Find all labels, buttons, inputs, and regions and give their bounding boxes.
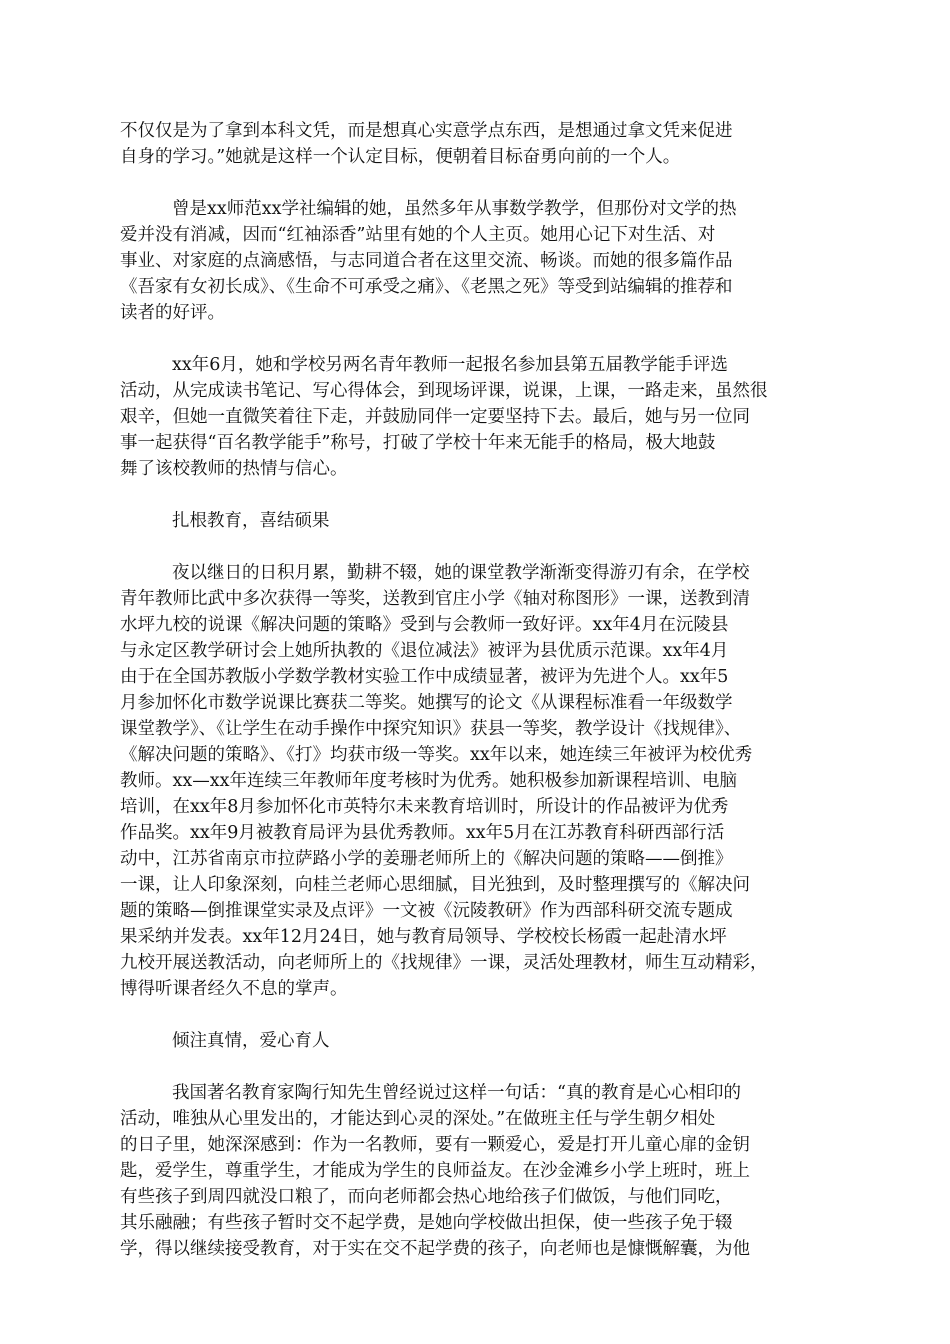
text-line: 其乐融融；有些孩子暂时交不起学费，是她向学校做出担保，使一些孩子免于辍 [120,1213,733,1233]
text-line: 学，得以继续接受教育，对于实在交不起学费的孩子，向老师也是慷慨解囊，为他 [120,1239,750,1259]
text-line: 爱并没有消减，因而“红袖添香”站里有她的个人主页。她用心记下对生活、对 [120,225,716,245]
section-heading-text: 扎根教育，喜结硕果 [172,511,330,531]
text-line: 事业、对家庭的点滴感悟，与志同道合者在这里交流、畅谈。而她的很多篇作品 [120,251,733,271]
text-line: 夜以继日的日积月累，勤耕不辍，她的课堂教学渐渐变得游刃有余，在学校 [172,563,750,583]
paragraph-gap [120,534,820,560]
paragraph-gap [120,482,820,508]
section-heading-text: 倾注真情，爱心育人 [172,1031,330,1051]
text-line: 九校开展送教活动，向老师所上的《找规律》一课，灵活处理教材，师生互动精彩， [120,953,768,973]
text-line: 作品奖。xx年9月被教育局评为县优秀教师。xx年5月在江苏教育科研西部行活 [120,823,725,843]
text-line: 《吾家有女初长成》、《生命不可承受之痛》、《老黑之死》等受到站编辑的推荐和 [120,277,733,297]
text-line: xx年6月，她和学校另两名青年教师一起报名参加县第五届教学能手评选 [172,355,728,375]
text-line: 自身的学习。”她就是这样一个认定目标，便朝着目标奋勇向前的一个人。 [120,147,681,167]
text-line: 培训，在xx年8月参加怀化市英特尔未来教育培训时，所设计的作品被评为优秀 [120,797,729,817]
text-line: 曾是xx师范xx学社编辑的她，虽然多年从事数学教学，但那份对文学的热 [172,199,737,219]
text-line: 我国著名教育家陶行知先生曾经说过这样一句话：“真的教育是心心相印的 [172,1083,741,1103]
text-line: 事一起获得“百名教学能手”称号，打破了学校十年来无能手的格局，极大地鼓 [120,433,716,453]
section-heading [120,1028,820,1054]
document-body [120,118,820,1262]
text-line: 有些孩子到周四就没口粮了，而向老师都会热心地给孩子们做饭，与他们同吃， [120,1187,733,1207]
text-line: 题的策略—倒推课堂实录及点评》一文被《沅陵教研》作为西部科研交流专题成 [120,901,733,921]
text-line: 水坪九校的说课《解决问题的策略》受到与会教师一致好评。xx年4月在沅陵县 [120,615,729,635]
text-line: 动中，江苏省南京市拉萨路小学的姜珊老师所上的《解决问题的策略——倒推》 [120,849,733,869]
text-line: 艰辛，但她一直微笑着往下走，并鼓励同伴一定要坚持下去。最后，她与另一位同 [120,407,750,427]
paragraph-gap [120,1002,820,1028]
text-line: 教师。xx—xx年连续三年教师年度考核时为优秀。她积极参加新课程培训、电脑 [120,771,737,791]
text-line: 一课，让人印象深刻，向桂兰老师心思细腻，目光独到，及时整理撰写的《解决问 [120,875,750,895]
paragraph-achievements [120,560,820,1002]
text-line: 青年教师比武中多次获得一等奖，送教到官庄小学《轴对称图形》一课，送教到清 [120,589,750,609]
text-line: 不仅仅是为了拿到本科文凭，而是想真心实意学点东西，是想通过拿文凭来促进 [120,121,733,141]
paragraph-caring-education [120,1080,820,1262]
text-line: 活动，唯独从心里发出的，才能达到心灵的深处。”在做班主任与学生朝夕相处 [120,1109,716,1129]
section-heading [120,508,820,534]
paragraph-continuation [120,118,820,170]
text-line: 博得听课者经久不息的掌声。 [120,979,348,999]
text-line: 匙，爱学生，尊重学生，才能成为学生的良师益友。在沙金滩乡小学上班时，班上 [120,1161,750,1181]
paragraph-gap [120,1054,820,1080]
text-line: 课堂教学》、《让学生在动手操作中探究知识》获县一等奖，教学设计《找规律》、 [120,719,742,739]
paragraph-gap [120,170,820,196]
text-line: 舞了该校教师的热情与信心。 [120,459,348,479]
paragraph-gap [120,326,820,352]
text-line: 的日子里，她深深感到：作为一名教师，要有一颗爱心，爱是打开儿童心扉的金钥 [120,1135,750,1155]
text-line: 读者的好评。 [120,303,225,323]
text-line: 月参加怀化市数学说课比赛获二等奖。她撰写的论文《从课程标准看一年级数学 [120,693,733,713]
text-line: 果采纳并发表。xx年12月24日，她与教育局领导、学校校长杨霞一起赴清水坪 [120,927,727,947]
text-line: 与永定区教学研讨会上她所执教的《退位减法》被评为县优质示范课。xx年4月 [120,641,729,661]
text-line: 《解决问题的策略》、《打》均获市级一等奖。xx年以来，她连续三年被评为校优秀 [120,745,753,765]
text-line: 活动，从完成读书笔记、写心得体会，到现场评课，说课，上课，一路走来，虽然很 [120,381,768,401]
text-line: 由于在全国苏教版小学数学教材实验工作中成绩显著，被评为先进个人。xx年5 [120,667,729,687]
paragraph-literature [120,196,820,326]
paragraph-teaching-competition [120,352,820,482]
